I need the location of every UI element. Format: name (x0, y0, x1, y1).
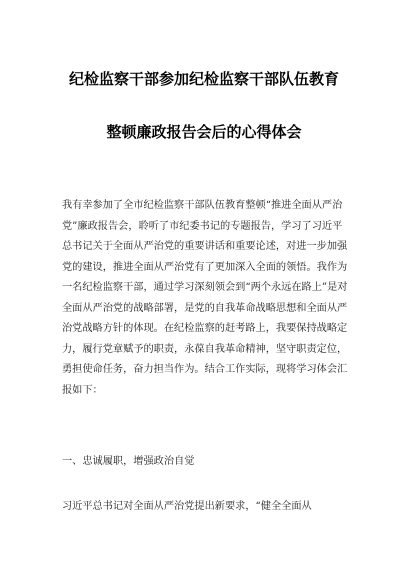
section-heading-1: 一、忠诚履职，增强政治自觉 (62, 456, 195, 467)
paragraph-text: 我有幸参加了全市纪检监察干部队伍教育整顿“推进全面从严治党”廉政报告会，聆听了市纪委书记的专题报告，学习了习近平总书记关于全面从严治党的重要讲话和重要论述，对进一步加强党的建设，推进全面从严治党有了更加深入全面的领悟。我作为一名纪检监察干部，通过学习深刻领会到“两个永远在路上”是对全面从严治党的战略部署，是党的自我革命战略思想和全面从严治党战略方针的体现。在纪检监察的赶考路上，我要保持战略定力，履行党章赋予的职责，永葆自我革命精神，坚守职责定位，勇担使命任务，奋力担当作为。结合工作实际，现将学习体会汇报如下： (62, 200, 348, 396)
document-title-line-1: 纪检监察干部参加纪检监察干部队伍教育 (68, 70, 339, 88)
document-title-line-2: 整顿廉政报告会后的心得体会 (106, 123, 302, 141)
body-paragraph-1 (62, 196, 348, 401)
body-paragraph-2: 习近平总书记对全面从严治党提出新要求，“健全全面从 (62, 501, 312, 512)
